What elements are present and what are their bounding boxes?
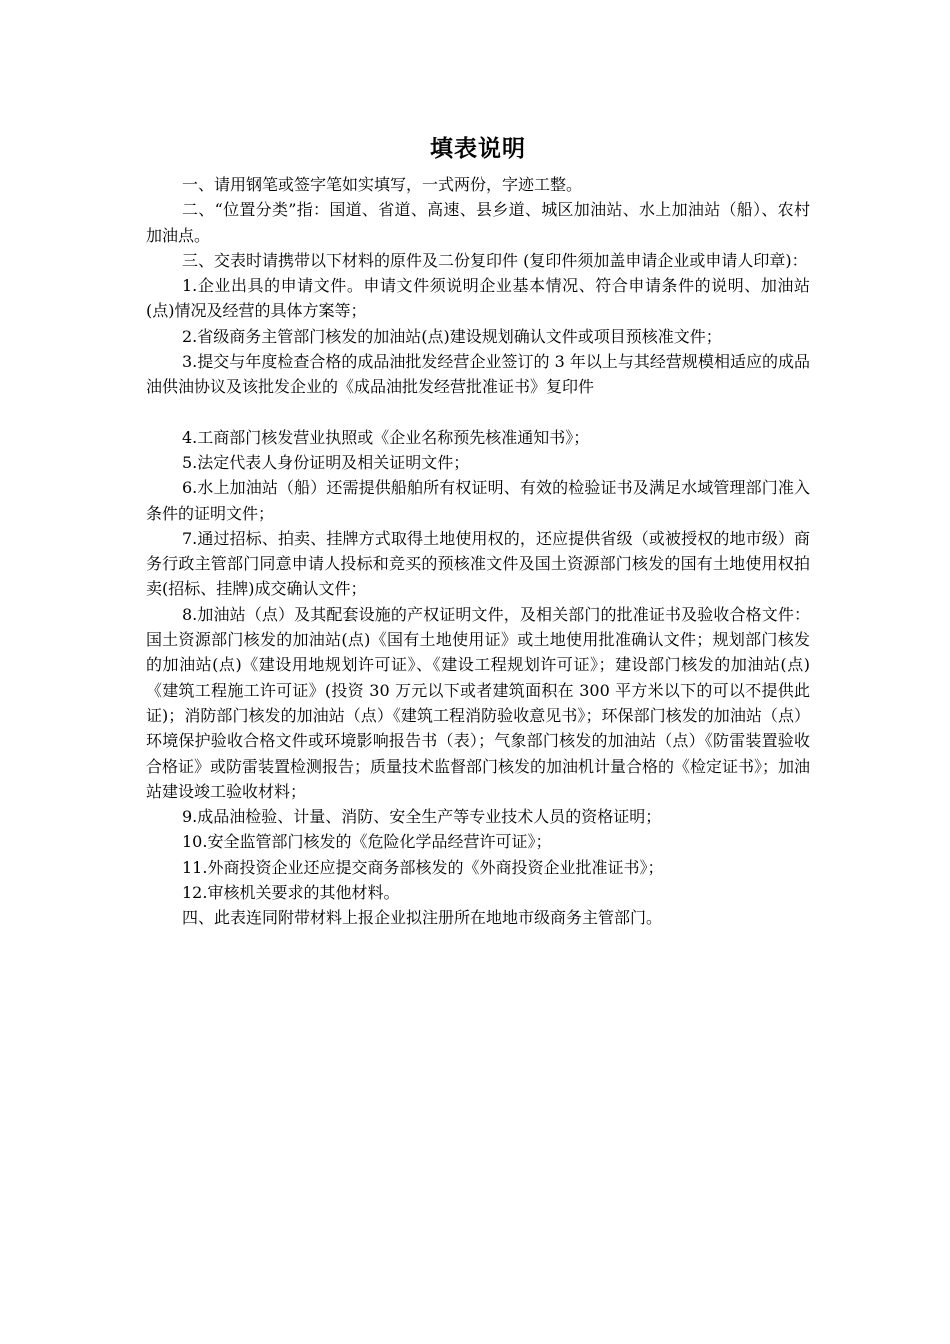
material-item-11: 11.外商投资企业还应提交商务部核发的《外商投资企业批准证书》； — [182, 857, 664, 877]
material-item-1: 1.企业出具的申请文件。申请文件须说明企业基本情况、符合申请条件的说明、加油站(点)情况及经营的具体方案等； — [146, 276, 810, 321]
page-title: 填表说明 — [430, 136, 526, 162]
material-item-9: 9.成品油检验、计量、消防、安全生产等专业技术人员的资格证明； — [182, 807, 662, 827]
blank-line — [146, 400, 810, 425]
material-item-3: 3.提交与年度检查合格的成品油批发经营企业签订的 3 年以上与其经营规模相适应的成品油供油协议及该批发企业的《成品油批发经营批准证书》复印件 — [146, 352, 810, 397]
material-item-4: 4.工商部门核发营业执照或《企业名称预先核准通知书》； — [182, 427, 590, 447]
material-item-5: 5.法定代表人身份证明及相关证明文件； — [182, 452, 470, 472]
material-item-8: 8.加油站（点）及其配套设施的产权证明文件，及相关部门的批准证书及验收合格文件：国土资源部门核发的加油站(点)《国有土地使用证》或土地使用批准确认文件；规划部门核发的加油站(点)《建设用地规划许可证》、《建设工程规划许可证》；建设部门核发的加油站(点)《建筑工程施工许可证》(投资 30 万元以下或者建筑面积在 300 平方米以下的可以不提供此证)；消防部门核发的加油站（点）《建筑工程消防验收意见书》；环保部门核发的加油站（点）环境保护验收合格文件或环境影响报告书（表）；气象部门核发的加油站（点）《防雷装置验收合格证》或防雷装置检测报告；质量技术监督部门核发的加油机计量合格的《检定证书》；加油站建设竣工验收材料； — [146, 604, 811, 801]
instruction-3: 三、交表时请携带以下材料的原件及二份复印件 (复印件须加盖申请企业或申请人印章)： — [182, 250, 808, 270]
material-item-6: 6.水上加油站（船）还需提供船舶所有权证明、有效的检验证书及满足水域管理部门准入条件的证明文件； — [146, 478, 810, 523]
material-item-7: 7.通过招标、拍卖、挂牌方式取得土地使用权的，还应提供省级（或被授权的地市级）商务行政主管部门同意申请人投标和竞买的预核准文件及国土资源部门核发的国有土地使用权拍卖(招标、挂牌)成交确认文件； — [146, 528, 810, 599]
material-item-10: 10.安全监管部门核发的《危险化学品经营许可证》； — [182, 832, 552, 852]
material-item-12: 12.审核机关要求的其他材料。 — [182, 883, 400, 903]
document-page — [146, 128, 810, 931]
instruction-4: 四、此表连同附带材料上报企业拟注册所在地地市级商务主管部门。 — [182, 908, 663, 928]
instruction-1: 一、请用钢笔或签字笔如实填写，一式两份，字迹工整。 — [182, 175, 583, 194]
material-item-2: 2.省级商务主管部门核发的加油站(点)建设规划确认文件或项目预核准文件； — [182, 326, 722, 346]
instruction-2: 二、“位置分类”指：国道、省道、高速、县乡道、城区加油站、水上加油站（船）、农村加油点。 — [146, 200, 810, 245]
